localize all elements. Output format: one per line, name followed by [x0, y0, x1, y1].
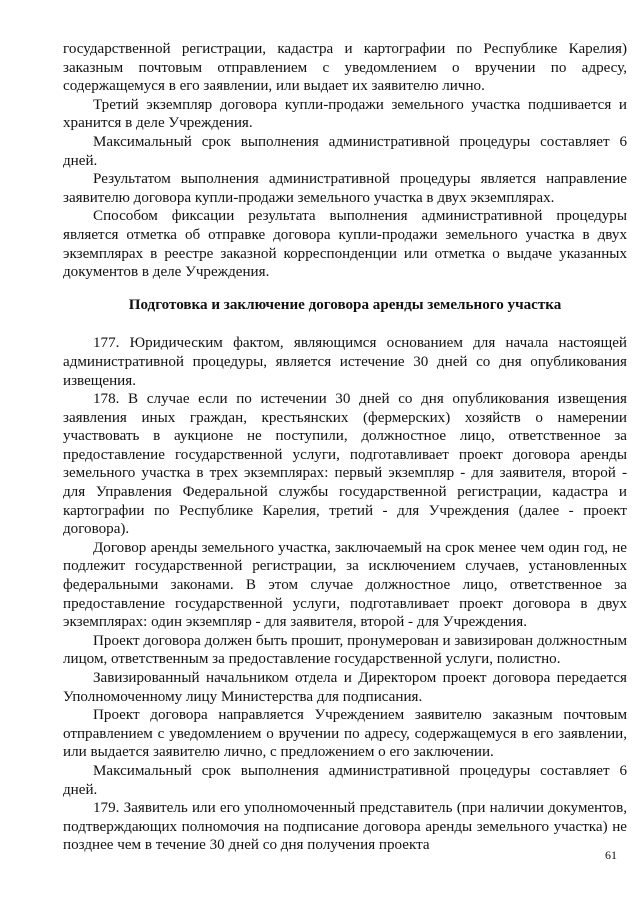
document-page	[63, 40, 627, 855]
paragraph-fixation: Способом фиксации результата выполнения административной процедуры является отметка об отправке договора купли-продажи земельного участка в двух экземплярах в реестре заказной корреспонденции или отметка о выдаче указанных документов в деле Учреждения.	[63, 208, 627, 281]
paragraph-result: Результатом выполнения административной процедуры является направление заявителю договора купли-продажи земельного участка в двух экземплярах.	[63, 171, 627, 206]
paragraph-179: 179. Заявитель или его уполномоченный представитель (при наличии документов, подтверждающих полномочия на подписание договора аренды земельного участка) не позднее чем в течение 30 дней со дня получения проекта	[63, 800, 627, 854]
paragraph-continuation: государственной регистрации, кадастра и картографии по Республике Карелия) заказным почтовым отправлением с уведомлением о вручении по адресу, содержащемуся в его заявлении, или выдает их заявителю лично.	[63, 41, 627, 95]
paragraph-draft-signing: Завизированный начальником отдела и Директором проект договора передается Уполномоченному лицу Министерства для подписания.	[63, 670, 627, 705]
paragraph-178: 178. В случае если по истечении 30 дней со дня опубликования извещения заявления иных граждан, крестьянских (фермерских) хозяйств о намерении участвовать в аукционе не поступили, должностное лицо, ответственное за предоставление государственной услуги, подготавливает проект договора аренды земельного участка в трех экземплярах: первый экземпляр - для заявителя, второй - для Управления Федеральной службы государственной регистрации, кадастра и картографии по Республике Карелия, третий - для Учреждения (далее - проект договора).	[63, 391, 627, 538]
page-number: 61	[605, 848, 617, 862]
paragraph-max-term-2: Максимальный срок выполнения административной процедуры составляет 6 дней.	[63, 762, 627, 798]
paragraph-third-copy: Третий экземпляр договора купли-продажи земельного участка подшивается и хранится в деле Учреждения.	[63, 96, 627, 132]
paragraph-177: 177. Юридическим фактом, являющимся основанием для начала настоящей административной процедуры, является истечение 30 дней со дня опубликования извещения.	[63, 335, 627, 389]
paragraph-lease-short-term: Договор аренды земельного участка, заключаемый на срок менее чем один год, не подлежит государственной регистрации, за исключением случаев, установленных федеральными законами. В этом случае должностное лицо, ответственное за предоставление государственной услуги, подготавливает проект договора в двух экземплярах: один экземпляр - для заявителя, второй - для Учреждения.	[63, 539, 627, 631]
paragraph-draft-sent: Проект договора направляется Учреждением заявителю заказным почтовым отправлением с уведомлением о вручении по адресу, содержащемуся в его заявлении, или выдается заявителю лично, с предложением о его заключении.	[63, 707, 627, 761]
section-heading: Подготовка и заключение договора аренды земельного участка	[128, 296, 562, 313]
paragraph-max-term: Максимальный срок выполнения административной процедуры составляет 6 дней.	[63, 133, 627, 169]
paragraph-draft-stitched: Проект договора должен быть прошит, пронумерован и завизирован должностным лицом, ответственным за предоставление государственной услуги, полистно.	[63, 632, 627, 668]
